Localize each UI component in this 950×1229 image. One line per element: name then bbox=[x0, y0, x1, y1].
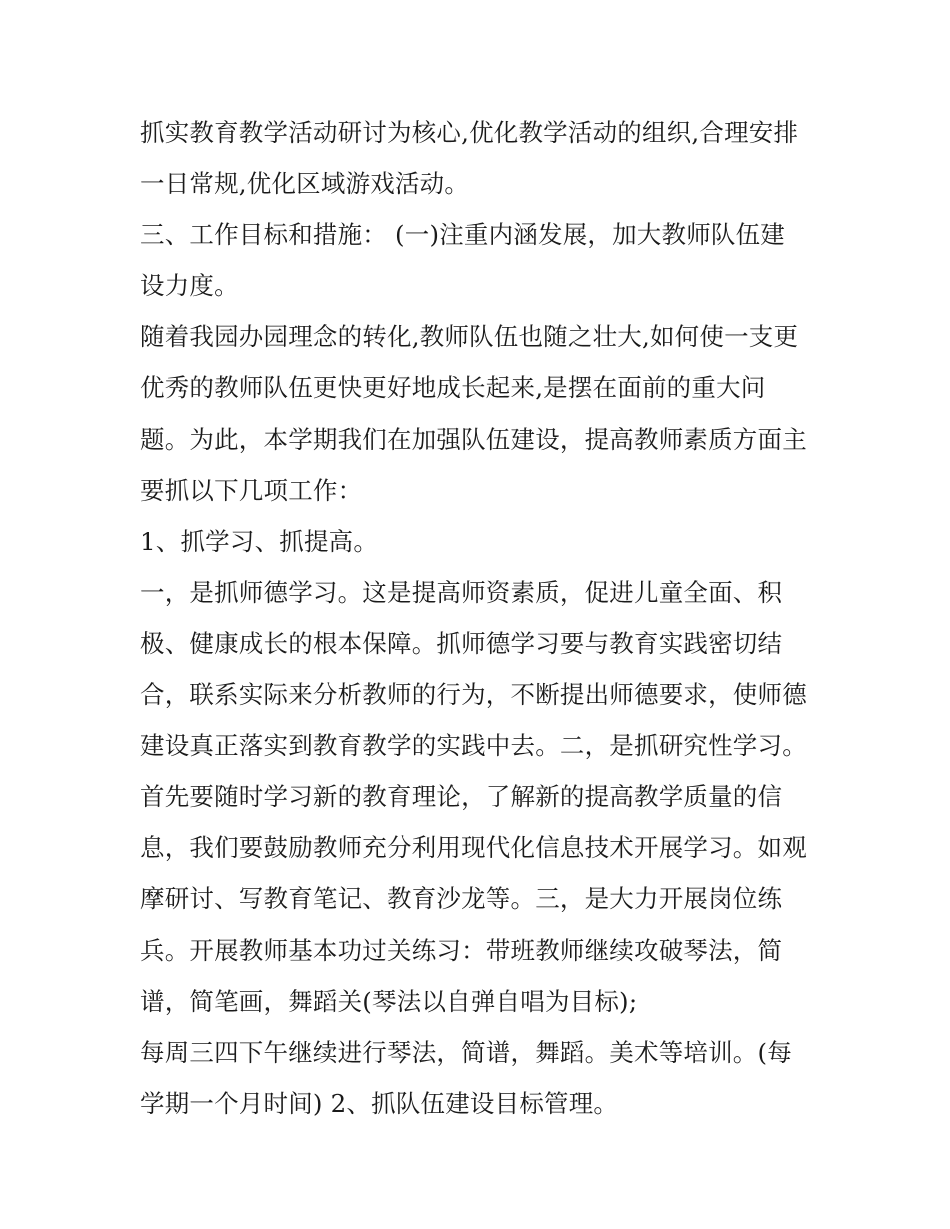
text-line: 要抓以下几项工作： bbox=[140, 475, 363, 505]
text-line: 首先要随时学习新的教育理论，了解新的提高教学质量的信 bbox=[140, 782, 783, 812]
text-line: 兵。开展教师基本功过关练习：带班教师继续攻破琴法，简 bbox=[140, 935, 783, 965]
text-line: 一日常规,优化区域游戏活动。 bbox=[140, 169, 470, 199]
text-line: 摩研讨、写教育笔记、教育沙龙等。三，是大力开展岗位练 bbox=[140, 884, 783, 914]
text-line: 抓实教育教学活动研讨为核心,优化教学活动的组织,合理安排 bbox=[140, 118, 799, 147]
text-line: 一，是抓师德学习。这是提高师资素质，促进儿童全面、积 bbox=[140, 577, 783, 607]
text-line: 极、健康成长的根本保障。抓师德学习要与教育实践密切结 bbox=[140, 628, 783, 658]
text-line: 1、抓学习、抓提高。 bbox=[140, 526, 379, 556]
text-line: 合，联系实际来分析教师的行为，不断提出师德要求，使师德 bbox=[140, 680, 807, 710]
text-line: 学期一个月时间) 2、抓队伍建设目标管理。 bbox=[140, 1088, 619, 1118]
text-line: 优秀的教师队伍更快更好地成长起来,是摆在面前的重大问 bbox=[140, 373, 766, 403]
text-line: 三、工作目标和措施： (一)注重内涵发展，加大教师队伍建 bbox=[140, 220, 786, 250]
text-line: 建设真正落实到教育教学的实践中去。二，是抓研究性学习。 bbox=[140, 731, 807, 761]
text-line: 随着我园办园理念的转化,教师队伍也随之壮大,如何使一支更 bbox=[140, 322, 799, 352]
text-line: 谱，简笔画，舞蹈关(琴法以自弹自唱为目标); bbox=[140, 986, 638, 1016]
text-line: 题。为此，本学期我们在加强队伍建设，提高教师素质方面主 bbox=[140, 424, 807, 454]
text-line: 每周三四下午继续进行琴法，简谱，舞蹈。美术等培训。(每 bbox=[140, 1037, 792, 1067]
text-line: 设力度。 bbox=[140, 271, 239, 301]
document-body bbox=[140, 107, 820, 1129]
text-line: 息，我们要鼓励教师充分利用现代化信息技术开展学习。如观 bbox=[140, 833, 807, 863]
